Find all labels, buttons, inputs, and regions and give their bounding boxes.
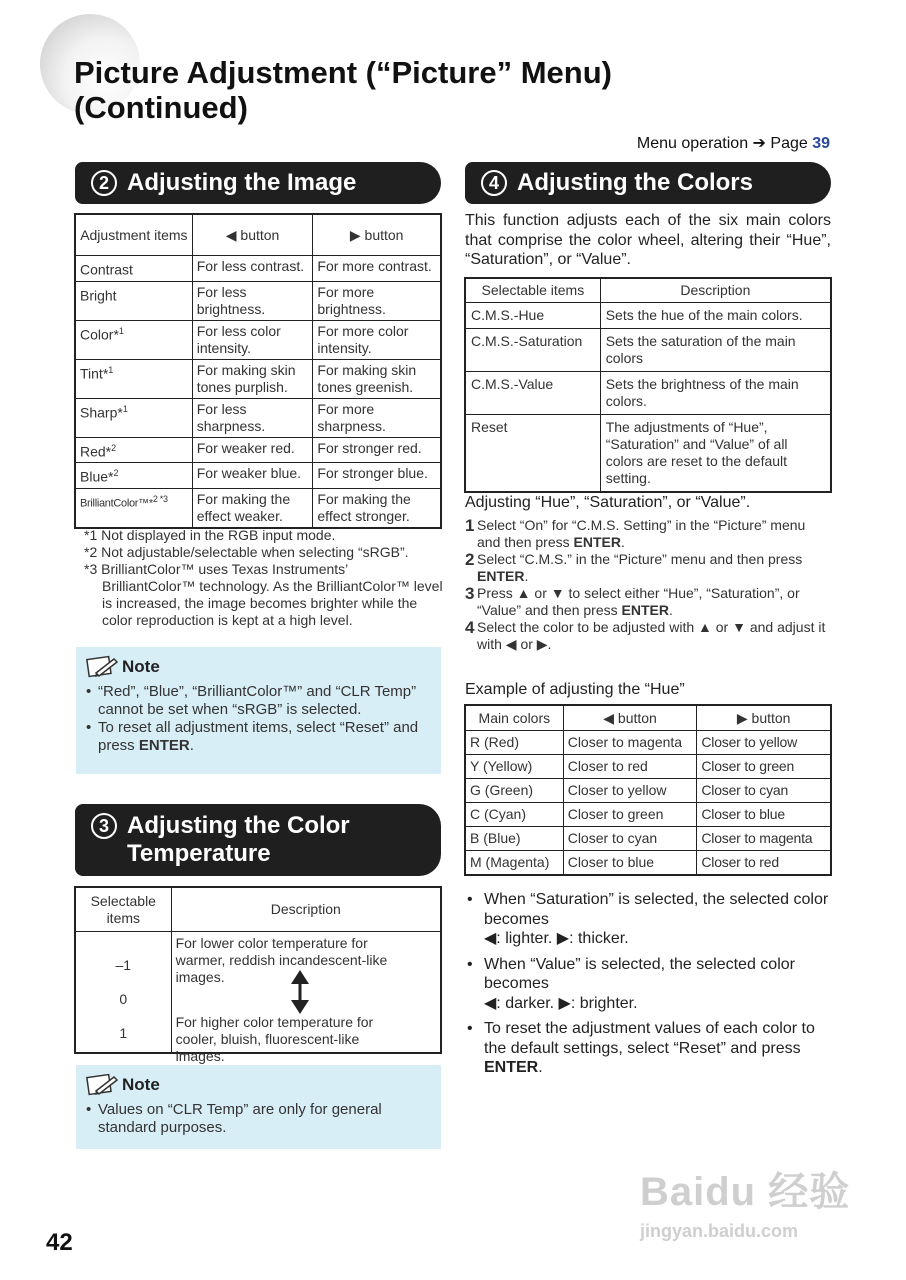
left-button-cell: For less sharpness. bbox=[192, 398, 313, 437]
step-item bbox=[465, 619, 831, 653]
column-header: Selectable items bbox=[76, 888, 172, 932]
item-cell bbox=[76, 320, 193, 359]
item-cell bbox=[76, 488, 193, 527]
item-name: BrilliantColor™* bbox=[80, 497, 153, 510]
table-row bbox=[466, 303, 831, 329]
section-title: Adjusting the Image bbox=[127, 169, 357, 196]
step-item bbox=[465, 517, 831, 551]
color-cell: B (Blue) bbox=[466, 827, 564, 851]
left-button-cell: For less brightness. bbox=[192, 281, 313, 320]
note-box-color-temp bbox=[76, 1065, 441, 1149]
step-item bbox=[465, 585, 831, 619]
section-number: 3 bbox=[91, 813, 117, 839]
item-footnote-ref: 1 bbox=[118, 325, 124, 336]
right-button-cell: For stronger red. bbox=[313, 437, 441, 463]
item-name: Bright bbox=[80, 287, 117, 304]
table-header-row bbox=[466, 279, 831, 303]
right-button-cell: Closer to red bbox=[697, 851, 831, 875]
right-button-cell: For more color intensity. bbox=[313, 320, 441, 359]
bullet-text: When “Value” is selected, the selected color becomes bbox=[484, 955, 795, 992]
left-button-cell: Closer to blue bbox=[563, 851, 697, 875]
value-cell bbox=[76, 932, 172, 1053]
table-row bbox=[466, 779, 831, 803]
left-button-cell: For making the effect weaker. bbox=[192, 488, 313, 527]
item-cell bbox=[76, 256, 193, 282]
item-cell bbox=[76, 281, 193, 320]
note-label: Note bbox=[122, 657, 160, 676]
example-heading: Example of adjusting the “Hue” bbox=[465, 681, 685, 698]
item-name: Color* bbox=[80, 326, 119, 343]
up-down-arrow-icon bbox=[290, 970, 310, 1014]
intro-paragraph: This function adjusts each of the six main colors that comprise the color wheel, altering their “Hue”, “Saturation”, or “Value”. bbox=[465, 212, 831, 268]
item-cell: C.M.S.-Value bbox=[466, 372, 601, 415]
item-cell bbox=[76, 398, 193, 437]
bullet-item: • When “Saturation” is selected, the selected color becomes ◀: lighter. ▶: thicker. bbox=[467, 891, 829, 947]
table-row bbox=[76, 488, 441, 527]
menu-op-page-link[interactable]: 39 bbox=[812, 135, 830, 152]
hue-example-table bbox=[465, 705, 831, 875]
right-button-cell: Closer to cyan bbox=[697, 779, 831, 803]
note-item bbox=[86, 1101, 431, 1137]
step-text: Select “On” for “C.M.S. Setting” in the “Picture” menu and then press bbox=[477, 517, 806, 550]
item-cell: C.M.S.-Saturation bbox=[466, 329, 601, 372]
item-name: Red* bbox=[80, 443, 112, 460]
step-text: Select “C.M.S.” in the “Picture” menu and then press bbox=[477, 551, 803, 567]
item-footnote-ref: 1 bbox=[108, 364, 114, 375]
right-button-cell: For making skin tones greenish. bbox=[313, 359, 441, 398]
color-cell: M (Magenta) bbox=[466, 851, 564, 875]
table-row bbox=[466, 731, 831, 755]
bullet-text-line2: ◀: lighter. ▶: thicker. bbox=[484, 930, 629, 947]
section-title-line2: Temperature bbox=[127, 840, 271, 867]
table-row bbox=[76, 359, 441, 398]
right-button-cell: Closer to blue bbox=[697, 803, 831, 827]
watermark-logo bbox=[640, 1160, 850, 1242]
left-button-cell: For weaker blue. bbox=[192, 463, 313, 489]
right-button-cell: Closer to yellow bbox=[697, 731, 831, 755]
bullet-item: • When “Value” is selected, the selected color becomes ◀: darker. ▶: brighter. bbox=[467, 955, 795, 1012]
footnote: *1 Not displayed in the RGB input mode. bbox=[84, 527, 336, 543]
note-text: “Red”, “Blue”, “BrilliantColor™” and “CLR Temp” cannot be set when “sRGB” is selected. bbox=[98, 683, 417, 718]
page-title-line1: Picture Adjustment (“Picture” Menu) bbox=[74, 55, 612, 90]
note-text-end: . bbox=[189, 737, 194, 754]
right-button-cell: For more sharpness. bbox=[313, 398, 441, 437]
item-footnote-ref: 2 bbox=[111, 442, 117, 453]
table-row bbox=[76, 320, 441, 359]
desc-cool: For higher color temperature for cooler, bluish, fluorescent-like images. bbox=[175, 1014, 374, 1064]
step-item bbox=[465, 551, 831, 585]
section-2-header bbox=[75, 162, 441, 204]
cms-items-table bbox=[465, 278, 831, 492]
key-enter: ENTER bbox=[138, 737, 190, 754]
footnote: *3 BrilliantColor™ uses Texas Instruments’ BrilliantColor™ technology. As the BrilliantColor™ level is increased, the image becomes brighter while the color reproduction is kept at a high level. bbox=[84, 561, 443, 628]
key-enter: ENTER bbox=[573, 534, 621, 550]
bullet-text-end: . bbox=[538, 1059, 543, 1076]
description-cell: Sets the brightness of the main colors. bbox=[600, 372, 830, 415]
table-row bbox=[76, 256, 441, 282]
left-button-cell: Closer to red bbox=[563, 755, 697, 779]
footnote: *2 Not adjustable/selectable when selecting “sRGB”. bbox=[84, 544, 409, 560]
item-footnote-ref: 2 *3 bbox=[152, 493, 168, 504]
color-cell: C (Cyan) bbox=[466, 803, 564, 827]
note-item bbox=[86, 719, 431, 755]
step-text-end: . bbox=[620, 534, 625, 550]
color-cell: Y (Yellow) bbox=[466, 755, 564, 779]
item-name: Sharp* bbox=[80, 404, 123, 421]
step-text-end: . bbox=[524, 568, 529, 584]
right-button-cell: For more contrast. bbox=[313, 256, 441, 282]
table-row bbox=[466, 415, 831, 492]
left-button-cell: For less color intensity. bbox=[192, 320, 313, 359]
key-enter: ENTER bbox=[484, 1059, 539, 1076]
item-footnote-ref: 1 bbox=[122, 403, 128, 414]
page-title bbox=[74, 55, 612, 125]
bullet-text: To reset the adjustment values of each color to the default settings, select “Reset” and press bbox=[484, 1020, 815, 1057]
step-number: 3 bbox=[465, 584, 475, 603]
step-text-end: . bbox=[668, 602, 673, 618]
section-title: Adjusting the Colors bbox=[517, 169, 753, 196]
right-button-cell: For more brightness. bbox=[313, 281, 441, 320]
watermark-line1: Baidu 经验 bbox=[640, 1170, 851, 1214]
section-title-line1: Adjusting the Color bbox=[127, 812, 350, 839]
note-text: To reset all adjustment items, select “Reset” and press bbox=[98, 719, 419, 754]
column-header: ◀ button bbox=[192, 215, 313, 256]
description-cell: Sets the hue of the main colors. bbox=[600, 303, 830, 329]
right-button-cell: Closer to magenta bbox=[697, 827, 831, 851]
step-number: 4 bbox=[465, 618, 475, 637]
table-header-row bbox=[76, 215, 441, 256]
left-button-cell: For making skin tones purplish. bbox=[192, 359, 313, 398]
note-heading bbox=[86, 655, 431, 679]
column-header: ▶ button bbox=[313, 215, 441, 256]
note-text: Values on “CLR Temp” are only for general standard purposes. bbox=[98, 1101, 382, 1136]
item-name: Tint* bbox=[80, 365, 109, 382]
note-heading bbox=[86, 1073, 431, 1097]
image-adjustment-table bbox=[75, 214, 441, 528]
notes-bullets bbox=[467, 890, 831, 1084]
steps-heading: Adjusting “Hue”, “Saturation”, or “Value”. bbox=[465, 494, 751, 511]
table-row bbox=[76, 463, 441, 489]
page-number: 42 bbox=[46, 1229, 73, 1256]
column-header: ▶ button bbox=[697, 706, 831, 731]
step-text: Press ▲ or ▼ to select either “Hue”, “Saturation”, or “Value” and then press bbox=[477, 585, 800, 618]
description-cell: Sets the saturation of the main colors bbox=[600, 329, 830, 372]
left-button-cell: Closer to magenta bbox=[563, 731, 697, 755]
item-cell bbox=[76, 359, 193, 398]
desc-warm: For lower color temperature for warmer, reddish incandescent-like images. bbox=[175, 935, 388, 985]
left-button-cell: Closer to cyan bbox=[563, 827, 697, 851]
value-minus1: –1 bbox=[115, 957, 132, 973]
pencil-note-icon bbox=[86, 1073, 120, 1097]
table-row bbox=[466, 827, 831, 851]
column-header: Selectable items bbox=[466, 279, 601, 303]
step-number: 1 bbox=[465, 516, 475, 535]
right-button-cell: For making the effect stronger. bbox=[313, 488, 441, 527]
table-header-row bbox=[466, 706, 831, 731]
item-cell: Reset bbox=[466, 415, 601, 492]
column-header: Adjustment items bbox=[76, 215, 193, 256]
table-row bbox=[466, 372, 831, 415]
item-footnote-ref: 2 bbox=[113, 468, 119, 479]
table-row bbox=[466, 755, 831, 779]
value-0: 0 bbox=[119, 991, 128, 1007]
color-cell: R (Red) bbox=[466, 731, 564, 755]
section-number: 4 bbox=[481, 170, 507, 196]
note-label: Note bbox=[122, 1075, 160, 1094]
bullet-item: • To reset the adjustment values of each color to the default settings, select “Reset” and press ENTER. bbox=[467, 1020, 815, 1076]
item-cell bbox=[76, 437, 193, 463]
left-button-cell: Closer to yellow bbox=[563, 779, 697, 803]
table-row bbox=[466, 851, 831, 875]
step-number: 2 bbox=[465, 550, 475, 569]
column-header: Description bbox=[171, 888, 440, 932]
table-row bbox=[466, 329, 831, 372]
color-temp-table bbox=[75, 887, 441, 1064]
right-button-cell: Closer to green bbox=[697, 755, 831, 779]
item-name: Blue* bbox=[80, 468, 114, 485]
section-4-header bbox=[465, 162, 831, 204]
value-1: 1 bbox=[119, 1025, 128, 1041]
table-header-row bbox=[76, 888, 441, 932]
bullet-text: When “Saturation” is selected, the selected color becomes bbox=[484, 891, 829, 928]
left-button-cell: For less contrast. bbox=[192, 256, 313, 282]
item-cell: C.M.S.-Hue bbox=[466, 303, 601, 329]
left-button-cell: For weaker red. bbox=[192, 437, 313, 463]
section-number: 2 bbox=[91, 170, 117, 196]
footnotes bbox=[84, 527, 444, 629]
column-header: Description bbox=[600, 279, 830, 303]
pencil-note-icon bbox=[86, 655, 120, 679]
table-row bbox=[76, 398, 441, 437]
steps-list bbox=[465, 517, 831, 653]
table-row bbox=[76, 437, 441, 463]
watermark-line2: jingyan.baidu.com bbox=[640, 1221, 799, 1241]
description-cell: The adjustments of “Hue”, “Saturation” and “Value” of all colors are reset to the default setting. bbox=[600, 415, 830, 492]
section-title bbox=[127, 812, 350, 868]
page-title-line2: (Continued) bbox=[74, 90, 248, 125]
description-cell bbox=[171, 932, 440, 1064]
item-name: Contrast bbox=[80, 261, 133, 278]
section-3-header bbox=[75, 804, 441, 876]
table-row bbox=[76, 281, 441, 320]
left-button-cell: Closer to green bbox=[563, 803, 697, 827]
key-enter: ENTER bbox=[477, 568, 525, 584]
color-cell: G (Green) bbox=[466, 779, 564, 803]
right-button-cell: For stronger blue. bbox=[313, 463, 441, 489]
bullet-text-line2: ◀: darker. ▶: brighter. bbox=[484, 994, 638, 1012]
item-cell bbox=[76, 463, 193, 489]
menu-operation-ref bbox=[637, 133, 830, 153]
column-header: Main colors bbox=[466, 706, 564, 731]
step-text: Select the color to be adjusted with ▲ or ▼ and adjust it with ◀ or ▶. bbox=[477, 619, 826, 652]
note-item bbox=[86, 683, 431, 719]
key-enter: ENTER bbox=[621, 602, 669, 618]
table-row bbox=[76, 932, 441, 1053]
table-row bbox=[466, 803, 831, 827]
menu-op-text: Menu operation ➔ Page bbox=[636, 135, 813, 152]
column-header: ◀ button bbox=[563, 706, 697, 731]
note-box-image bbox=[76, 647, 441, 774]
